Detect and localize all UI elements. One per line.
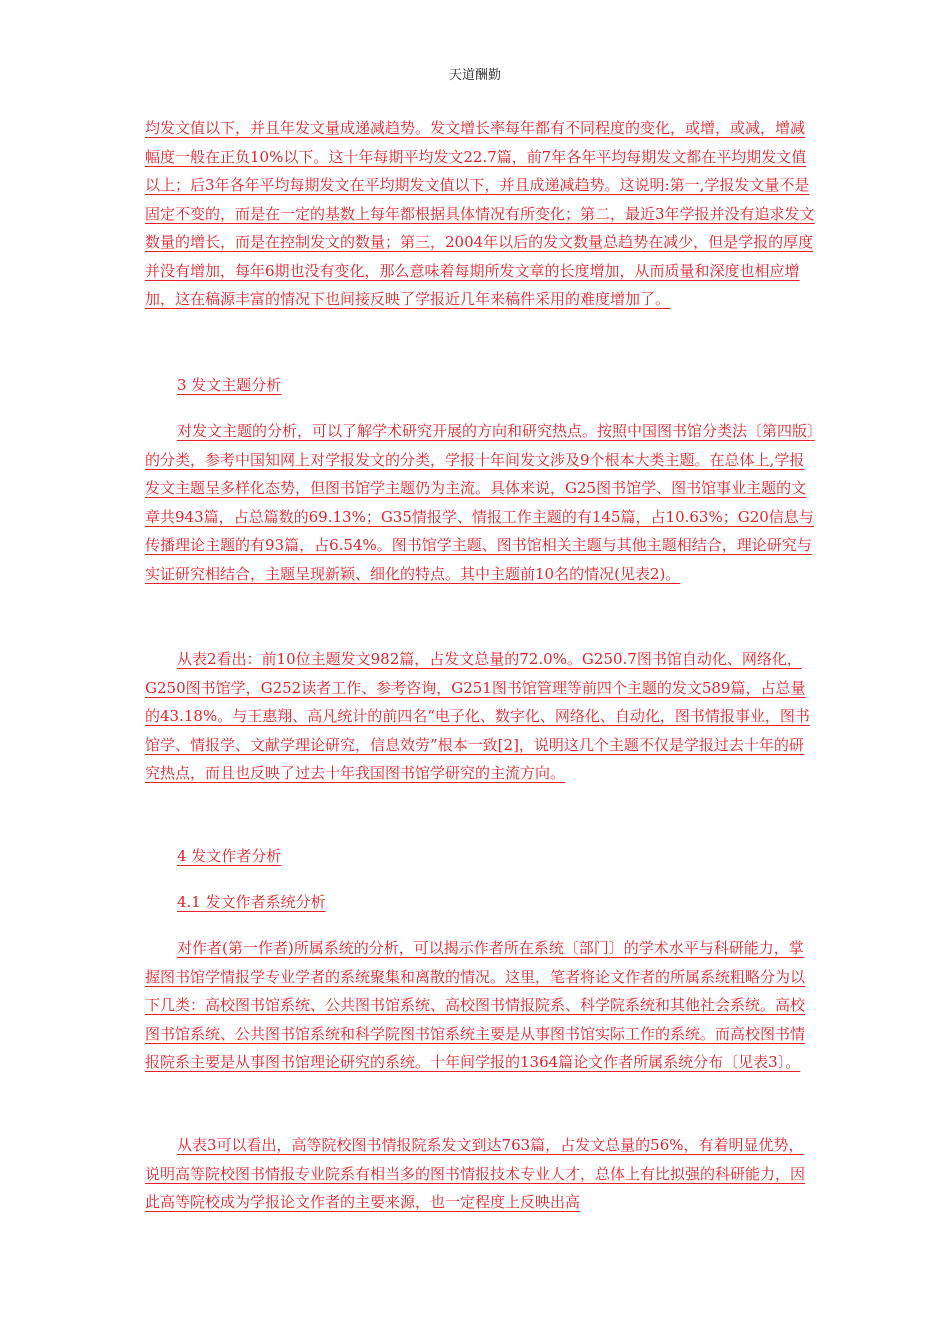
paragraph-5 (145, 1131, 817, 1217)
section-3-heading (145, 371, 817, 400)
body-text (145, 114, 817, 314)
section-3-body (145, 417, 817, 588)
paragraph-5-text: 从表3可以看出，高等院校图书情报院系发文到达763篇，占发文总量的56%，有着明显优势，说明高等院校图书情报专业院系有相当多的图书情报技术专业人才，总体上有比拟强的科研能力，因此高等院校成为学报论文作者的主要来源，也一定程度上反映出高 (145, 1136, 806, 1211)
paragraph-2-text: 对发文主题的分析，可以了解学术研究开展的方向和研究热点。按照中国图书馆分类法〔第四版〕的分类，参考中国知网上对学报发文的分类，学报十年间发文涉及9个根本大类主题。在总体上,学报发文主题呈多样化态势，但图书馆学主题仍为主流。具体来说，G25图书馆学、图书馆事业主题的文章共943篇，占总篇数的69.13%；G35情报学、情报工作主题的有145篇，占10.63%；G20信息与传播理论主题的有93篇，占6.54%。图书馆学主题、图书馆相关主题与其他主题相结合，理论研究与实证研究相结合，主题呈现新颖、细化的特点。其中主题前10名的情况(见表2)。 (145, 422, 815, 583)
section-3-body-2 (145, 645, 817, 788)
paragraph-4-text: 对作者(第一作者)所属系统的分析，可以揭示作者所在系统〔部门〕的学术水平与科研能力，掌握图书馆学情报学专业学者的系统聚集和离散的情况。这里，笔者将论文作者的所属系统粗略分为以下几类：高校图书馆系统、公共图书馆系统、高校图书情报院系、科学院系统和其他社会系统。高校图书馆系统、公共图书馆系统和科学院图书馆系统主要是从事图书馆实际工作的系统。而高校图书情报院系主要是从事图书馆理论研究的系统。十年间学报的1364篇论文作者所属系统分布〔见表3〕。 (145, 939, 806, 1071)
paragraph-3-text: 从表2看出：前10位主题发文982篇，占发文总量的72.0%。G250.7图书馆自动化、网络化，G250图书馆学，G252读者工作、参考咨询，G251图书馆管理等前四个主题的发文589篇，占总量的43.18%。与王惠翔、高凡统计的前四名“电子化、数字化、网络化、自动化，图书情报事业，图书馆学、情报学、文献学理论研究，信息效劳”根本一致[2]，说明这几个主题不仅是学报过去十年的研究热点，而且也反映了过去十年我国图书馆学研究的主流方向。 (145, 650, 810, 782)
paragraph-4 (145, 934, 817, 1077)
section-4-heading (145, 842, 817, 871)
subsection-heading-text: 4.1 发文作者系统分析 (177, 893, 326, 911)
section-4-1-heading (145, 888, 817, 917)
paragraph-1 (145, 114, 817, 314)
section-heading (145, 842, 817, 871)
section-heading (145, 371, 817, 400)
section-heading-text: 4 发文作者分析 (177, 847, 282, 865)
section-4-1-body-2 (145, 1131, 817, 1217)
paragraph-1-text: 均发文值以下，并且年发文量成递减趋势。发文增长率每年都有不同程度的变化，或增，或减，增减幅度一般在正负10%以下。这十年每期平均发文22.7篇，前7年各年平均每期发文都在平均期发文值以上；后3年各年平均每期发文在平均期发文值以下，并且成递减趋势。这说明:第一,学报发文量不是固定不变的，而是在一定的基数上每年都根据具体情况有所变化；第二，最近3年学报并没有追求发文数量的增长，而是在控制发文的数量；第三，2004年以后的发文数量总趋势在减少，但是学报的厚度并没有增加，每年6期也没有变化，那么意味着每期所发文章的长度增加，从而质量和深度也相应增加，这在稿源丰富的情况下也间接反映了学报近几年来稿件采用的难度增加了。 (145, 119, 815, 308)
section-heading-text: 3 发文主题分析 (177, 376, 282, 394)
page-header: 天道酬勤 (448, 68, 501, 83)
section-4-1-body (145, 934, 817, 1077)
subsection-heading (145, 888, 817, 917)
paragraph-3 (145, 645, 817, 788)
paragraph-2 (145, 417, 817, 588)
